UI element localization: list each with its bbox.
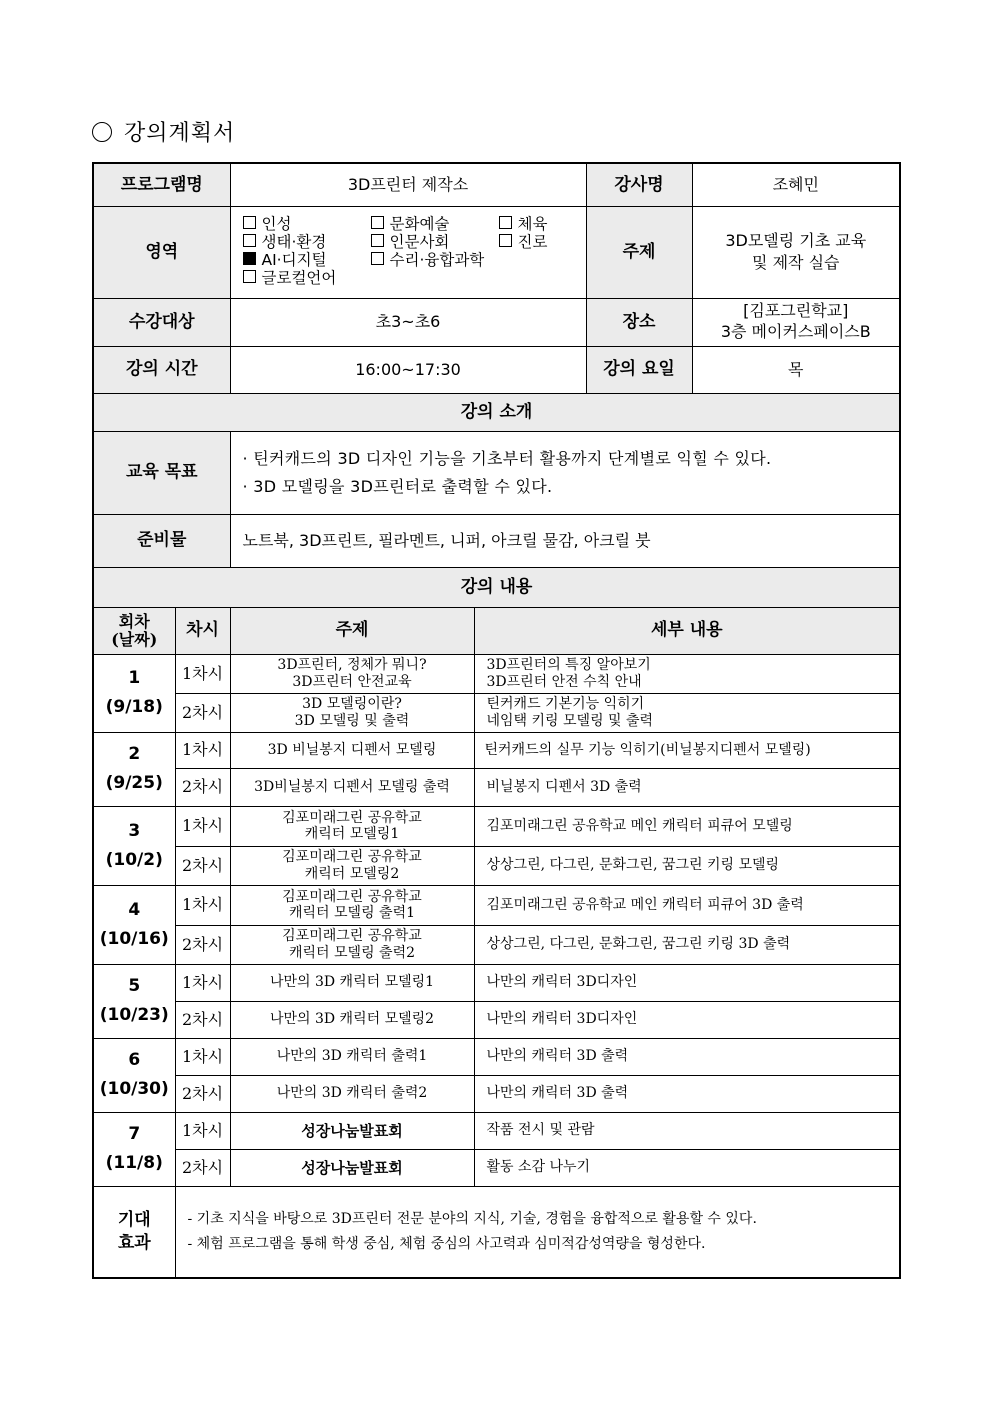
checkbox-unchecked-icon (499, 234, 512, 247)
effect-item: - 체험 프로그램을 통해 학생 중심, 체험 중심의 사고력과 심미적감성역량을 형성한다. (187, 1235, 706, 1252)
checkbox-unchecked-icon (243, 234, 256, 247)
session-detail: 틴커캐드 기본기능 익히기 네임택 키링 모델링 및 출력 (474, 693, 900, 732)
session-detail: 김포미래그린 공유학교 메인 캐릭터 피큐어 모델링 (474, 806, 900, 846)
sub-session: 2차시 (175, 1001, 230, 1038)
content-section-title: 강의 내용 (93, 567, 900, 607)
program-label: 프로그램명 (93, 163, 230, 206)
table-row (93, 1149, 900, 1186)
goal-item: · 틴커캐드의 3D 디자인 기능을 기초부터 활용까지 단계별로 익힐 수 있다. (242, 448, 772, 468)
session-topic: 성장나눔발표회 (230, 1112, 474, 1149)
area-option: 체육 (517, 215, 548, 234)
target-row (93, 298, 900, 346)
session-detail: 활동 소감 나누기 (474, 1149, 900, 1186)
effect-label: 기대 효과 (93, 1186, 175, 1278)
sub-session: 2차시 (175, 925, 230, 964)
session-detail: 작품 전시 및 관람 (474, 1112, 900, 1149)
sub-session: 1차시 (175, 964, 230, 1001)
goal-row (93, 431, 900, 514)
supplies-label: 준비물 (93, 514, 230, 567)
col-sub-header: 차시 (175, 607, 230, 654)
content-header-row (93, 567, 900, 607)
effect-value (175, 1186, 900, 1278)
sub-session: 1차시 (175, 1112, 230, 1149)
target-value: 초3~초6 (230, 298, 586, 346)
schedule-header-row (93, 607, 900, 654)
session-topic: 김포미래그린 공유학교 캐릭터 모델링 출력2 (230, 925, 474, 964)
place-label: 장소 (586, 298, 692, 346)
heading-text: 강의계획서 (124, 121, 236, 146)
session-topic: 3D프린터, 정체가 뭐니? 3D프린터 안전교육 (230, 654, 474, 693)
session-topic: 나만의 3D 캐릭터 출력1 (230, 1038, 474, 1075)
table-row (93, 1001, 900, 1038)
table-row (93, 654, 900, 693)
session-topic: 김포미래그린 공유학교 캐릭터 모델링2 (230, 846, 474, 885)
col-topic-header: 주제 (230, 607, 474, 654)
session-topic: 3D비닐봉지 디펜서 모델링 출력 (230, 768, 474, 806)
checkbox-unchecked-icon (243, 270, 256, 283)
session-topic: 김포미래그린 공유학교 캐릭터 모델링1 (230, 806, 474, 846)
effect-row (93, 1186, 900, 1278)
area-option: 인성 (261, 215, 292, 234)
session-topic: 김포미래그린 공유학교 캐릭터 모델링 출력1 (230, 885, 474, 925)
col-session-header: 회차 (날짜) (93, 607, 175, 654)
intro-section-title: 강의 소개 (93, 393, 900, 431)
session-detail: 상상그린, 다그린, 문화그린, 꿈그린 키링 3D 출력 (474, 925, 900, 964)
time-value: 16:00~17:30 (230, 346, 586, 393)
target-label: 수강대상 (93, 298, 230, 346)
session-detail: 나만의 캐릭터 3D 출력 (474, 1075, 900, 1112)
checkbox-unchecked-icon (371, 252, 384, 265)
area-option: 문화예술 (389, 215, 450, 234)
table-row (93, 806, 900, 846)
table-row (93, 1075, 900, 1112)
table-row (93, 925, 900, 964)
session-label: 3 (10/2) (93, 806, 175, 885)
session-topic: 3D 모델링이란? 3D 모델링 및 출력 (230, 693, 474, 732)
session-topic: 나만의 3D 캐릭터 모델링1 (230, 964, 474, 1001)
session-label: 4 (10/16) (93, 885, 175, 964)
intro-header-row (93, 393, 900, 431)
day-label: 강의 요일 (586, 346, 692, 393)
time-row (93, 346, 900, 393)
session-detail: 비닐봉지 디펜서 3D 출력 (474, 768, 900, 806)
checkbox-unchecked-icon (371, 234, 384, 247)
table-row (93, 768, 900, 806)
area-option-selected: AI·디지털 (261, 251, 327, 269)
session-topic: 3D 비닐봉지 디펜서 모델링 (230, 732, 474, 768)
area-option: 진로 (517, 233, 548, 252)
col-detail-header: 세부 내용 (474, 607, 900, 654)
program-value: 3D프린터 제작소 (230, 163, 586, 206)
session-detail: 나만의 캐릭터 3D디자인 (474, 964, 900, 1001)
checkbox-unchecked-icon (243, 216, 256, 229)
day-value: 목 (692, 346, 900, 393)
area-option: 글로컬언어 (261, 268, 337, 287)
time-label: 강의 시간 (93, 346, 230, 393)
sub-session: 2차시 (175, 1075, 230, 1112)
checkbox-checked-icon (243, 252, 256, 265)
place-value: [김포그린학교] 3층 메이커스페이스B (692, 298, 900, 346)
area-option: 인문사회 (389, 233, 450, 252)
program-row (93, 163, 900, 206)
area-checklist (230, 206, 586, 298)
sub-session: 2차시 (175, 846, 230, 885)
area-option: 생태·환경 (261, 233, 327, 252)
session-label: 2 (9/25) (93, 732, 175, 806)
lecture-plan-table (92, 162, 901, 1279)
supplies-value: 노트북, 3D프린트, 필라멘트, 니퍼, 아크릴 물감, 아크릴 붓 (230, 514, 900, 567)
sub-session: 1차시 (175, 1038, 230, 1075)
circle-bullet-icon (92, 122, 112, 142)
goal-label: 교육 목표 (93, 431, 230, 514)
session-detail: 나만의 캐릭터 3D 출력 (474, 1038, 900, 1075)
goal-item: · 3D 모델링을 3D프린터로 출력할 수 있다. (242, 476, 553, 496)
area-label: 영역 (93, 206, 230, 298)
area-option: 수리·융합과학 (389, 251, 485, 269)
table-row (93, 693, 900, 732)
instructor-value: 조혜민 (692, 163, 900, 206)
sub-session: 2차시 (175, 768, 230, 806)
session-detail: 김포미래그린 공유학교 메인 캐릭터 피큐어 3D 출력 (474, 885, 900, 925)
area-row (93, 206, 900, 298)
table-row (93, 1112, 900, 1149)
session-topic: 나만의 3D 캐릭터 출력2 (230, 1075, 474, 1112)
session-label: 5 (10/23) (93, 964, 175, 1038)
topic-label: 주제 (586, 206, 692, 298)
sub-session: 1차시 (175, 885, 230, 925)
session-topic: 성장나눔발표회 (230, 1149, 474, 1186)
sub-session: 2차시 (175, 693, 230, 732)
effect-item: - 기초 지식을 바탕으로 3D프린터 전문 분야의 지식, 기술, 경험을 융합적으로 활용할 수 있다. (187, 1211, 757, 1228)
page-heading (92, 116, 235, 147)
session-detail: 3D프린터의 특징 알아보기 3D프린터 안전 수칙 안내 (474, 654, 900, 693)
session-topic: 나만의 3D 캐릭터 모델링2 (230, 1001, 474, 1038)
topic-value: 3D모델링 기초 교육 및 제작 실습 (692, 206, 900, 298)
session-label: 6 (10/30) (93, 1038, 175, 1112)
session-label: 7 (11/8) (93, 1112, 175, 1186)
goal-value (230, 431, 900, 514)
session-detail: 나만의 캐릭터 3D디자인 (474, 1001, 900, 1038)
table-row (93, 846, 900, 885)
sub-session: 1차시 (175, 654, 230, 693)
table-row (93, 1038, 900, 1075)
checkbox-unchecked-icon (499, 216, 512, 229)
table-row (93, 732, 900, 768)
sub-session: 2차시 (175, 1149, 230, 1186)
supplies-row (93, 514, 900, 567)
session-detail: 틴커캐드의 실무 기능 익히기(비닐봉지디펜서 모델링) (474, 732, 900, 768)
sub-session: 1차시 (175, 806, 230, 846)
table-row (93, 885, 900, 925)
checkbox-unchecked-icon (371, 216, 384, 229)
session-label: 1 (9/18) (93, 654, 175, 732)
table-row (93, 964, 900, 1001)
instructor-label: 강사명 (586, 163, 692, 206)
sub-session: 1차시 (175, 732, 230, 768)
session-detail: 상상그린, 다그린, 문화그린, 꿈그린 키링 모델링 (474, 846, 900, 885)
